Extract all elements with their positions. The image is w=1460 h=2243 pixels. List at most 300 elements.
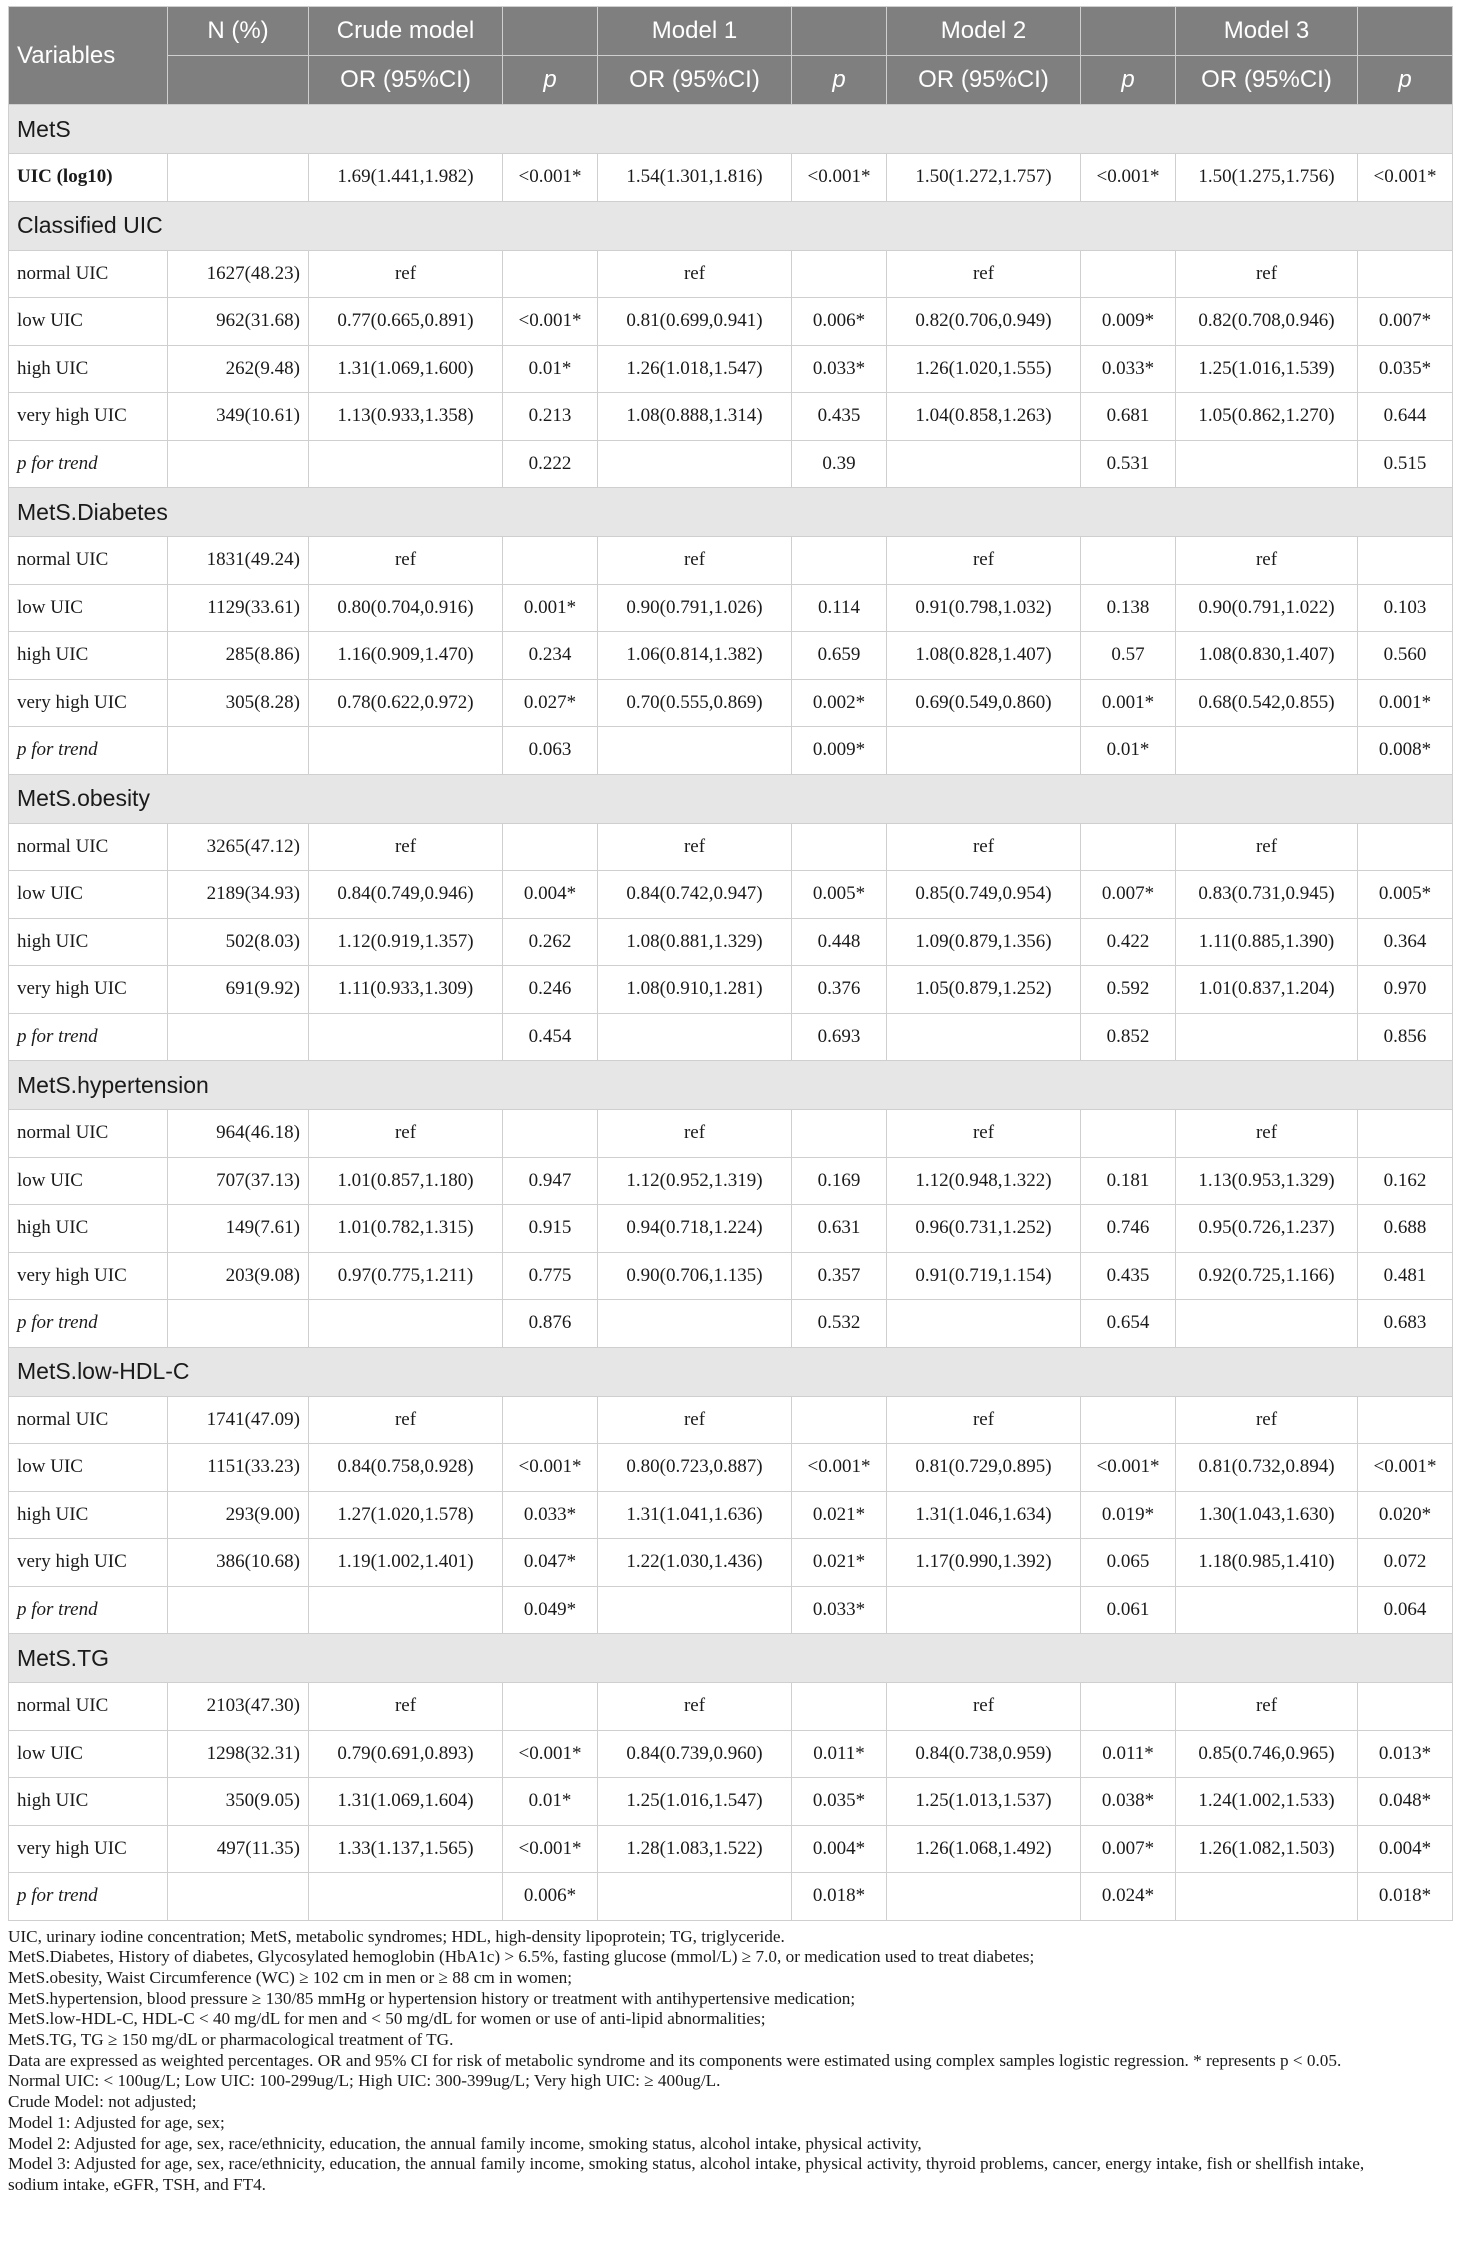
p-value-cell xyxy=(1081,1110,1176,1158)
p-value-cell: <0.001* xyxy=(503,1444,598,1492)
or-ci-cell: 0.80(0.704,0.916) xyxy=(309,584,503,632)
table-row xyxy=(9,966,1453,1014)
n-percent-cell: 962(31.68) xyxy=(168,298,309,346)
row-label: normal UIC xyxy=(9,250,168,298)
p-value-cell xyxy=(503,1396,598,1444)
p-value-cell: 0.011* xyxy=(1081,1730,1176,1778)
or-ci-cell: 1.31(1.046,1.634) xyxy=(887,1491,1081,1539)
section-header-row xyxy=(9,774,1453,823)
p-value-cell: 0.515 xyxy=(1358,440,1453,488)
or-ci-cell: 0.84(0.758,0.928) xyxy=(309,1444,503,1492)
p-value-cell: <0.001* xyxy=(503,1730,598,1778)
or-ci-cell: 0.79(0.691,0.893) xyxy=(309,1730,503,1778)
section-title: MetS.Diabetes xyxy=(9,488,1453,537)
header-or-ci: OR (95%CI) xyxy=(309,56,503,105)
or-ci-cell: 1.25(1.016,1.539) xyxy=(1176,345,1358,393)
p-value-cell: 0.049* xyxy=(503,1586,598,1634)
n-percent-cell xyxy=(168,1873,309,1921)
header-spacer xyxy=(792,7,887,56)
or-ci-cell xyxy=(598,1300,792,1348)
p-value-cell: 0.532 xyxy=(792,1300,887,1348)
p-value-cell: 0.644 xyxy=(1358,393,1453,441)
p-value-cell: 0.061 xyxy=(1081,1586,1176,1634)
footnote-line: Crude Model: not adjusted; xyxy=(8,2092,197,2112)
row-label: very high UIC xyxy=(9,1539,168,1587)
p-value-cell: 0.021* xyxy=(792,1539,887,1587)
or-ci-cell: 1.26(1.082,1.503) xyxy=(1176,1825,1358,1873)
or-ci-cell xyxy=(309,1586,503,1634)
or-ci-cell: ref xyxy=(309,823,503,871)
table-row xyxy=(9,727,1453,775)
or-ci-cell xyxy=(887,727,1081,775)
or-ci-cell: 1.11(0.885,1.390) xyxy=(1176,918,1358,966)
p-value-cell: 0.683 xyxy=(1358,1300,1453,1348)
or-ci-cell: 1.33(1.137,1.565) xyxy=(309,1825,503,1873)
header-p: p xyxy=(1081,56,1176,105)
p-value-cell xyxy=(503,1110,598,1158)
row-label: p for trend xyxy=(9,1586,168,1634)
p-value-cell: 0.531 xyxy=(1081,440,1176,488)
p-value-cell: 0.001* xyxy=(503,584,598,632)
n-percent-cell xyxy=(168,727,309,775)
footnote-line: Model 3: Adjusted for age, sex, race/ethnicity, education, the annual family income, smoking status, alcohol intake, physical activity, thyroid problems, cancer, energy intake, fish or shellfish intake, xyxy=(8,2154,1365,2174)
row-label: low UIC xyxy=(9,1444,168,1492)
footnote-line: UIC, urinary iodine concentration; MetS, metabolic syndromes; HDL, high-density lipoprotein; TG, triglyceride. xyxy=(8,1926,785,1946)
or-ci-cell: 1.31(1.069,1.604) xyxy=(309,1778,503,1826)
or-ci-cell: 0.84(0.742,0.947) xyxy=(598,871,792,919)
n-percent-cell: 2189(34.93) xyxy=(168,871,309,919)
row-label: normal UIC xyxy=(9,1683,168,1731)
or-ci-cell: ref xyxy=(598,250,792,298)
p-value-cell: 0.024* xyxy=(1081,1873,1176,1921)
section-header-row xyxy=(9,201,1453,250)
row-label: high UIC xyxy=(9,345,168,393)
p-value-cell: 0.915 xyxy=(503,1205,598,1253)
p-value-cell: <0.001* xyxy=(792,154,887,202)
or-ci-cell: ref xyxy=(309,250,503,298)
row-label: low UIC xyxy=(9,1157,168,1205)
or-ci-cell: 1.69(1.441,1.982) xyxy=(309,154,503,202)
p-value-cell: 0.065 xyxy=(1081,1539,1176,1587)
or-ci-cell xyxy=(598,727,792,775)
p-value-cell: 0.876 xyxy=(503,1300,598,1348)
or-ci-cell: 0.97(0.775,1.211) xyxy=(309,1252,503,1300)
p-value-cell xyxy=(503,537,598,585)
or-ci-cell: 0.77(0.665,0.891) xyxy=(309,298,503,346)
table-row xyxy=(9,440,1453,488)
table-row xyxy=(9,1778,1453,1826)
or-ci-cell: 1.26(1.068,1.492) xyxy=(887,1825,1081,1873)
p-value-cell: 0.681 xyxy=(1081,393,1176,441)
p-value-cell: 0.063 xyxy=(503,727,598,775)
or-ci-cell: 1.13(0.953,1.329) xyxy=(1176,1157,1358,1205)
table-row xyxy=(9,1586,1453,1634)
p-value-cell: 0.631 xyxy=(792,1205,887,1253)
header-spacer xyxy=(1081,7,1176,56)
section-title: Classified UIC xyxy=(9,201,1453,250)
n-percent-cell: 305(8.28) xyxy=(168,679,309,727)
or-ci-cell xyxy=(309,1873,503,1921)
or-ci-cell: 0.90(0.706,1.135) xyxy=(598,1252,792,1300)
or-ci-cell xyxy=(598,1013,792,1061)
p-value-cell: 0.169 xyxy=(792,1157,887,1205)
p-value-cell: 0.659 xyxy=(792,632,887,680)
table-row xyxy=(9,393,1453,441)
or-ci-cell: ref xyxy=(598,823,792,871)
p-value-cell xyxy=(1358,537,1453,585)
p-value-cell: 0.181 xyxy=(1081,1157,1176,1205)
p-value-cell: 0.072 xyxy=(1358,1539,1453,1587)
odds-ratio-table xyxy=(8,6,1453,1921)
p-value-cell xyxy=(1358,1396,1453,1444)
p-value-cell: 0.947 xyxy=(503,1157,598,1205)
or-ci-cell: 0.84(0.738,0.959) xyxy=(887,1730,1081,1778)
or-ci-cell: 1.25(1.016,1.547) xyxy=(598,1778,792,1826)
row-label: low UIC xyxy=(9,298,168,346)
p-value-cell xyxy=(1358,1110,1453,1158)
or-ci-cell xyxy=(887,1300,1081,1348)
p-value-cell: <0.001* xyxy=(503,298,598,346)
p-value-cell: 0.018* xyxy=(792,1873,887,1921)
p-value-cell: 0.654 xyxy=(1081,1300,1176,1348)
or-ci-cell: 1.12(0.952,1.319) xyxy=(598,1157,792,1205)
header-n: N (%) xyxy=(168,7,309,56)
p-value-cell: 0.852 xyxy=(1081,1013,1176,1061)
p-value-cell: 0.035* xyxy=(792,1778,887,1826)
p-value-cell: <0.001* xyxy=(503,154,598,202)
or-ci-cell xyxy=(598,1873,792,1921)
or-ci-cell: 1.25(1.013,1.537) xyxy=(887,1778,1081,1826)
header-spacer xyxy=(503,7,598,56)
or-ci-cell xyxy=(309,1300,503,1348)
row-label: normal UIC xyxy=(9,537,168,585)
row-label: p for trend xyxy=(9,727,168,775)
n-percent-cell: 1741(47.09) xyxy=(168,1396,309,1444)
results-table-container xyxy=(8,6,1452,2196)
p-value-cell: 0.007* xyxy=(1081,871,1176,919)
table-row xyxy=(9,1300,1453,1348)
header-crude-model: Crude model xyxy=(309,7,503,56)
n-percent-cell: 350(9.05) xyxy=(168,1778,309,1826)
or-ci-cell xyxy=(598,1586,792,1634)
or-ci-cell: 1.08(0.830,1.407) xyxy=(1176,632,1358,680)
or-ci-cell: 0.82(0.706,0.949) xyxy=(887,298,1081,346)
table-row xyxy=(9,679,1453,727)
header-or-ci: OR (95%CI) xyxy=(1176,56,1358,105)
footnote-line: Model 1: Adjusted for age, sex; xyxy=(8,2112,225,2132)
n-percent-cell: 1627(48.23) xyxy=(168,250,309,298)
or-ci-cell: 1.01(0.857,1.180) xyxy=(309,1157,503,1205)
header-variables: Variables xyxy=(9,7,168,105)
or-ci-cell xyxy=(887,1013,1081,1061)
or-ci-cell xyxy=(887,1586,1081,1634)
p-value-cell: 0.688 xyxy=(1358,1205,1453,1253)
or-ci-cell: ref xyxy=(309,537,503,585)
n-percent-cell: 285(8.86) xyxy=(168,632,309,680)
or-ci-cell xyxy=(1176,1873,1358,1921)
or-ci-cell: 0.81(0.699,0.941) xyxy=(598,298,792,346)
p-value-cell: 0.005* xyxy=(792,871,887,919)
p-value-cell: 0.011* xyxy=(792,1730,887,1778)
table-row xyxy=(9,1873,1453,1921)
n-percent-cell xyxy=(168,440,309,488)
or-ci-cell xyxy=(887,1873,1081,1921)
p-value-cell: 0.004* xyxy=(1358,1825,1453,1873)
or-ci-cell: 1.31(1.041,1.636) xyxy=(598,1491,792,1539)
n-percent-cell: 149(7.61) xyxy=(168,1205,309,1253)
p-value-cell: 0.033* xyxy=(503,1491,598,1539)
section-title: MetS.TG xyxy=(9,1634,1453,1683)
table-header xyxy=(9,7,1453,105)
or-ci-cell: 1.01(0.837,1.204) xyxy=(1176,966,1358,1014)
or-ci-cell: 1.28(1.083,1.522) xyxy=(598,1825,792,1873)
p-value-cell: 0.01* xyxy=(1081,727,1176,775)
p-value-cell: 0.970 xyxy=(1358,966,1453,1014)
p-value-cell: 0.002* xyxy=(792,679,887,727)
p-value-cell: 0.376 xyxy=(792,966,887,1014)
n-percent-cell: 1298(32.31) xyxy=(168,1730,309,1778)
p-value-cell: 0.005* xyxy=(1358,871,1453,919)
or-ci-cell xyxy=(1176,1013,1358,1061)
p-value-cell: 0.162 xyxy=(1358,1157,1453,1205)
p-value-cell: <0.001* xyxy=(1358,1444,1453,1492)
n-percent-cell: 1129(33.61) xyxy=(168,584,309,632)
or-ci-cell: ref xyxy=(309,1683,503,1731)
header-model-2: Model 2 xyxy=(887,7,1081,56)
n-percent-cell xyxy=(168,1300,309,1348)
row-label: high UIC xyxy=(9,918,168,966)
or-ci-cell: 0.94(0.718,1.224) xyxy=(598,1205,792,1253)
p-value-cell xyxy=(792,1396,887,1444)
p-value-cell xyxy=(792,1110,887,1158)
row-label: p for trend xyxy=(9,440,168,488)
or-ci-cell xyxy=(598,440,792,488)
footnote-line: MetS.obesity, Waist Circumference (WC) ≥ 102 cm in men or ≥ 88 cm in women; xyxy=(8,1967,573,1987)
p-value-cell: 0.435 xyxy=(1081,1252,1176,1300)
or-ci-cell: 1.06(0.814,1.382) xyxy=(598,632,792,680)
or-ci-cell: 1.11(0.933,1.309) xyxy=(309,966,503,1014)
p-value-cell: 0.033* xyxy=(792,1586,887,1634)
or-ci-cell: ref xyxy=(309,1110,503,1158)
header-or-ci: OR (95%CI) xyxy=(598,56,792,105)
or-ci-cell: 0.84(0.749,0.946) xyxy=(309,871,503,919)
row-label: very high UIC xyxy=(9,966,168,1014)
p-value-cell: 0.234 xyxy=(503,632,598,680)
or-ci-cell: 1.50(1.275,1.756) xyxy=(1176,154,1358,202)
p-value-cell: 0.020* xyxy=(1358,1491,1453,1539)
or-ci-cell: ref xyxy=(1176,1683,1358,1731)
table-row xyxy=(9,823,1453,871)
table-row xyxy=(9,1444,1453,1492)
p-value-cell: <0.001* xyxy=(792,1444,887,1492)
table-row xyxy=(9,1205,1453,1253)
or-ci-cell: ref xyxy=(598,1396,792,1444)
section-header-row xyxy=(9,1634,1453,1683)
n-percent-cell xyxy=(168,154,309,202)
n-percent-cell: 1831(49.24) xyxy=(168,537,309,585)
or-ci-cell: ref xyxy=(887,1396,1081,1444)
p-value-cell xyxy=(792,537,887,585)
p-value-cell: 0.454 xyxy=(503,1013,598,1061)
or-ci-cell: 0.81(0.732,0.894) xyxy=(1176,1444,1358,1492)
p-value-cell: 0.481 xyxy=(1358,1252,1453,1300)
or-ci-cell: 1.54(1.301,1.816) xyxy=(598,154,792,202)
or-ci-cell xyxy=(309,440,503,488)
p-value-cell: 0.448 xyxy=(792,918,887,966)
or-ci-cell: 0.91(0.798,1.032) xyxy=(887,584,1081,632)
table-row xyxy=(9,632,1453,680)
p-value-cell: 0.006* xyxy=(792,298,887,346)
section-header-row xyxy=(9,1061,1453,1110)
or-ci-cell: 1.31(1.069,1.600) xyxy=(309,345,503,393)
footnote-line: Model 2: Adjusted for age, sex, race/ethnicity, education, the annual family income, smoking status, alcohol intake, physical activity, xyxy=(8,2133,922,2153)
or-ci-cell: 1.22(1.030,1.436) xyxy=(598,1539,792,1587)
p-value-cell: 0.364 xyxy=(1358,918,1453,966)
n-percent-cell: 1151(33.23) xyxy=(168,1444,309,1492)
or-ci-cell xyxy=(309,727,503,775)
or-ci-cell: 0.83(0.731,0.945) xyxy=(1176,871,1358,919)
table-row xyxy=(9,250,1453,298)
row-label: low UIC xyxy=(9,1730,168,1778)
p-value-cell: 0.033* xyxy=(792,345,887,393)
p-value-cell: 0.027* xyxy=(503,679,598,727)
p-value-cell: 0.114 xyxy=(792,584,887,632)
header-p: p xyxy=(503,56,598,105)
p-value-cell: 0.693 xyxy=(792,1013,887,1061)
header-model-3: Model 3 xyxy=(1176,7,1358,56)
or-ci-cell: 1.16(0.909,1.470) xyxy=(309,632,503,680)
table-row xyxy=(9,154,1453,202)
footnote-line: sodium intake, eGFR, TSH, and FT4. xyxy=(8,2174,266,2194)
footnote-line: MetS.Diabetes, History of diabetes, Glycosylated hemoglobin (HbA1c) > 6.5%, fasting glucose (mmol/L) ≥ 7.0, or medication used to treat diabetes; xyxy=(8,1947,1035,1967)
or-ci-cell: ref xyxy=(598,1683,792,1731)
p-value-cell: 0.560 xyxy=(1358,632,1453,680)
or-ci-cell: 1.19(1.002,1.401) xyxy=(309,1539,503,1587)
p-value-cell xyxy=(1081,1683,1176,1731)
p-value-cell: <0.001* xyxy=(503,1825,598,1873)
p-value-cell: 0.064 xyxy=(1358,1586,1453,1634)
p-value-cell: 0.435 xyxy=(792,393,887,441)
or-ci-cell: ref xyxy=(887,537,1081,585)
footnote-line: Data are expressed as weighted percentages. OR and 95% CI for risk of metabolic syndrome and its components were estimated using complex samples logistic regression. * represents p < 0.05. xyxy=(8,2050,1342,2070)
p-value-cell: 0.007* xyxy=(1081,1825,1176,1873)
table-row xyxy=(9,298,1453,346)
n-percent-cell xyxy=(168,1586,309,1634)
row-label: normal UIC xyxy=(9,823,168,871)
table-row xyxy=(9,1539,1453,1587)
p-value-cell: 0.048* xyxy=(1358,1778,1453,1826)
p-value-cell: 0.246 xyxy=(503,966,598,1014)
n-percent-cell: 3265(47.12) xyxy=(168,823,309,871)
p-value-cell: 0.103 xyxy=(1358,584,1453,632)
section-header-row xyxy=(9,488,1453,537)
p-value-cell: <0.001* xyxy=(1081,1444,1176,1492)
p-value-cell xyxy=(792,1683,887,1731)
or-ci-cell: 0.95(0.726,1.237) xyxy=(1176,1205,1358,1253)
or-ci-cell: 0.90(0.791,1.026) xyxy=(598,584,792,632)
p-value-cell: 0.038* xyxy=(1081,1778,1176,1826)
table-row xyxy=(9,1825,1453,1873)
table-row xyxy=(9,1730,1453,1778)
row-label: very high UIC xyxy=(9,1825,168,1873)
p-value-cell xyxy=(503,250,598,298)
p-value-cell: 0.39 xyxy=(792,440,887,488)
n-percent-cell: 707(37.13) xyxy=(168,1157,309,1205)
or-ci-cell: ref xyxy=(1176,823,1358,871)
header-spacer xyxy=(1358,7,1453,56)
p-value-cell: 0.007* xyxy=(1358,298,1453,346)
table-row xyxy=(9,871,1453,919)
p-value-cell xyxy=(1081,1396,1176,1444)
p-value-cell xyxy=(503,1683,598,1731)
p-value-cell: 0.033* xyxy=(1081,345,1176,393)
section-header-row xyxy=(9,105,1453,154)
or-ci-cell: ref xyxy=(598,537,792,585)
p-value-cell xyxy=(792,250,887,298)
header-model-1: Model 1 xyxy=(598,7,792,56)
p-value-cell: 0.57 xyxy=(1081,632,1176,680)
p-value-cell: 0.009* xyxy=(792,727,887,775)
p-value-cell: 0.008* xyxy=(1358,727,1453,775)
or-ci-cell: 1.27(1.020,1.578) xyxy=(309,1491,503,1539)
n-percent-cell: 497(11.35) xyxy=(168,1825,309,1873)
header-spacer xyxy=(168,56,309,105)
p-value-cell: 0.001* xyxy=(1081,679,1176,727)
footnote-line: Normal UIC: < 100ug/L; Low UIC: 100-299ug/L; High UIC: 300-399ug/L; Very high UIC: ≥ 400ug/L. xyxy=(8,2071,721,2091)
or-ci-cell: ref xyxy=(1176,537,1358,585)
p-value-cell: 0.004* xyxy=(503,871,598,919)
p-value-cell: 0.422 xyxy=(1081,918,1176,966)
or-ci-cell: 1.17(0.990,1.392) xyxy=(887,1539,1081,1587)
or-ci-cell: 1.08(0.881,1.329) xyxy=(598,918,792,966)
or-ci-cell: 1.26(1.018,1.547) xyxy=(598,345,792,393)
p-value-cell xyxy=(1358,1683,1453,1731)
p-value-cell: 0.01* xyxy=(503,345,598,393)
table-row xyxy=(9,345,1453,393)
footnote-line: MetS.hypertension, blood pressure ≥ 130/85 mmHg or hypertension history or treatment with antihypertensive medication; xyxy=(8,1988,856,2008)
or-ci-cell: 1.30(1.043,1.630) xyxy=(1176,1491,1358,1539)
n-percent-cell: 262(9.48) xyxy=(168,345,309,393)
row-label: high UIC xyxy=(9,1491,168,1539)
footnote-line: MetS.low-HDL-C, HDL-C < 40 mg/dL for men and < 50 mg/dL for women or use of anti-lipid abnormalities; xyxy=(8,2009,766,2029)
p-value-cell xyxy=(1358,823,1453,871)
table-row xyxy=(9,1683,1453,1731)
n-percent-cell: 502(8.03) xyxy=(168,918,309,966)
p-value-cell: 0.775 xyxy=(503,1252,598,1300)
or-ci-cell: 1.24(1.002,1.533) xyxy=(1176,1778,1358,1826)
table-row xyxy=(9,1157,1453,1205)
section-header-row xyxy=(9,1347,1453,1396)
table-row xyxy=(9,1252,1453,1300)
p-value-cell: 0.047* xyxy=(503,1539,598,1587)
n-percent-cell: 386(10.68) xyxy=(168,1539,309,1587)
p-value-cell: <0.001* xyxy=(1358,154,1453,202)
row-label: low UIC xyxy=(9,584,168,632)
or-ci-cell: 1.05(0.862,1.270) xyxy=(1176,393,1358,441)
p-value-cell: 0.357 xyxy=(792,1252,887,1300)
row-label: very high UIC xyxy=(9,679,168,727)
p-value-cell xyxy=(1081,250,1176,298)
p-value-cell xyxy=(1081,823,1176,871)
table-row xyxy=(9,1110,1453,1158)
p-value-cell: 0.006* xyxy=(503,1873,598,1921)
or-ci-cell: ref xyxy=(887,250,1081,298)
or-ci-cell xyxy=(1176,727,1358,775)
or-ci-cell: ref xyxy=(887,1683,1081,1731)
or-ci-cell: 1.12(0.919,1.357) xyxy=(309,918,503,966)
table-row xyxy=(9,918,1453,966)
or-ci-cell: 0.96(0.731,1.252) xyxy=(887,1205,1081,1253)
